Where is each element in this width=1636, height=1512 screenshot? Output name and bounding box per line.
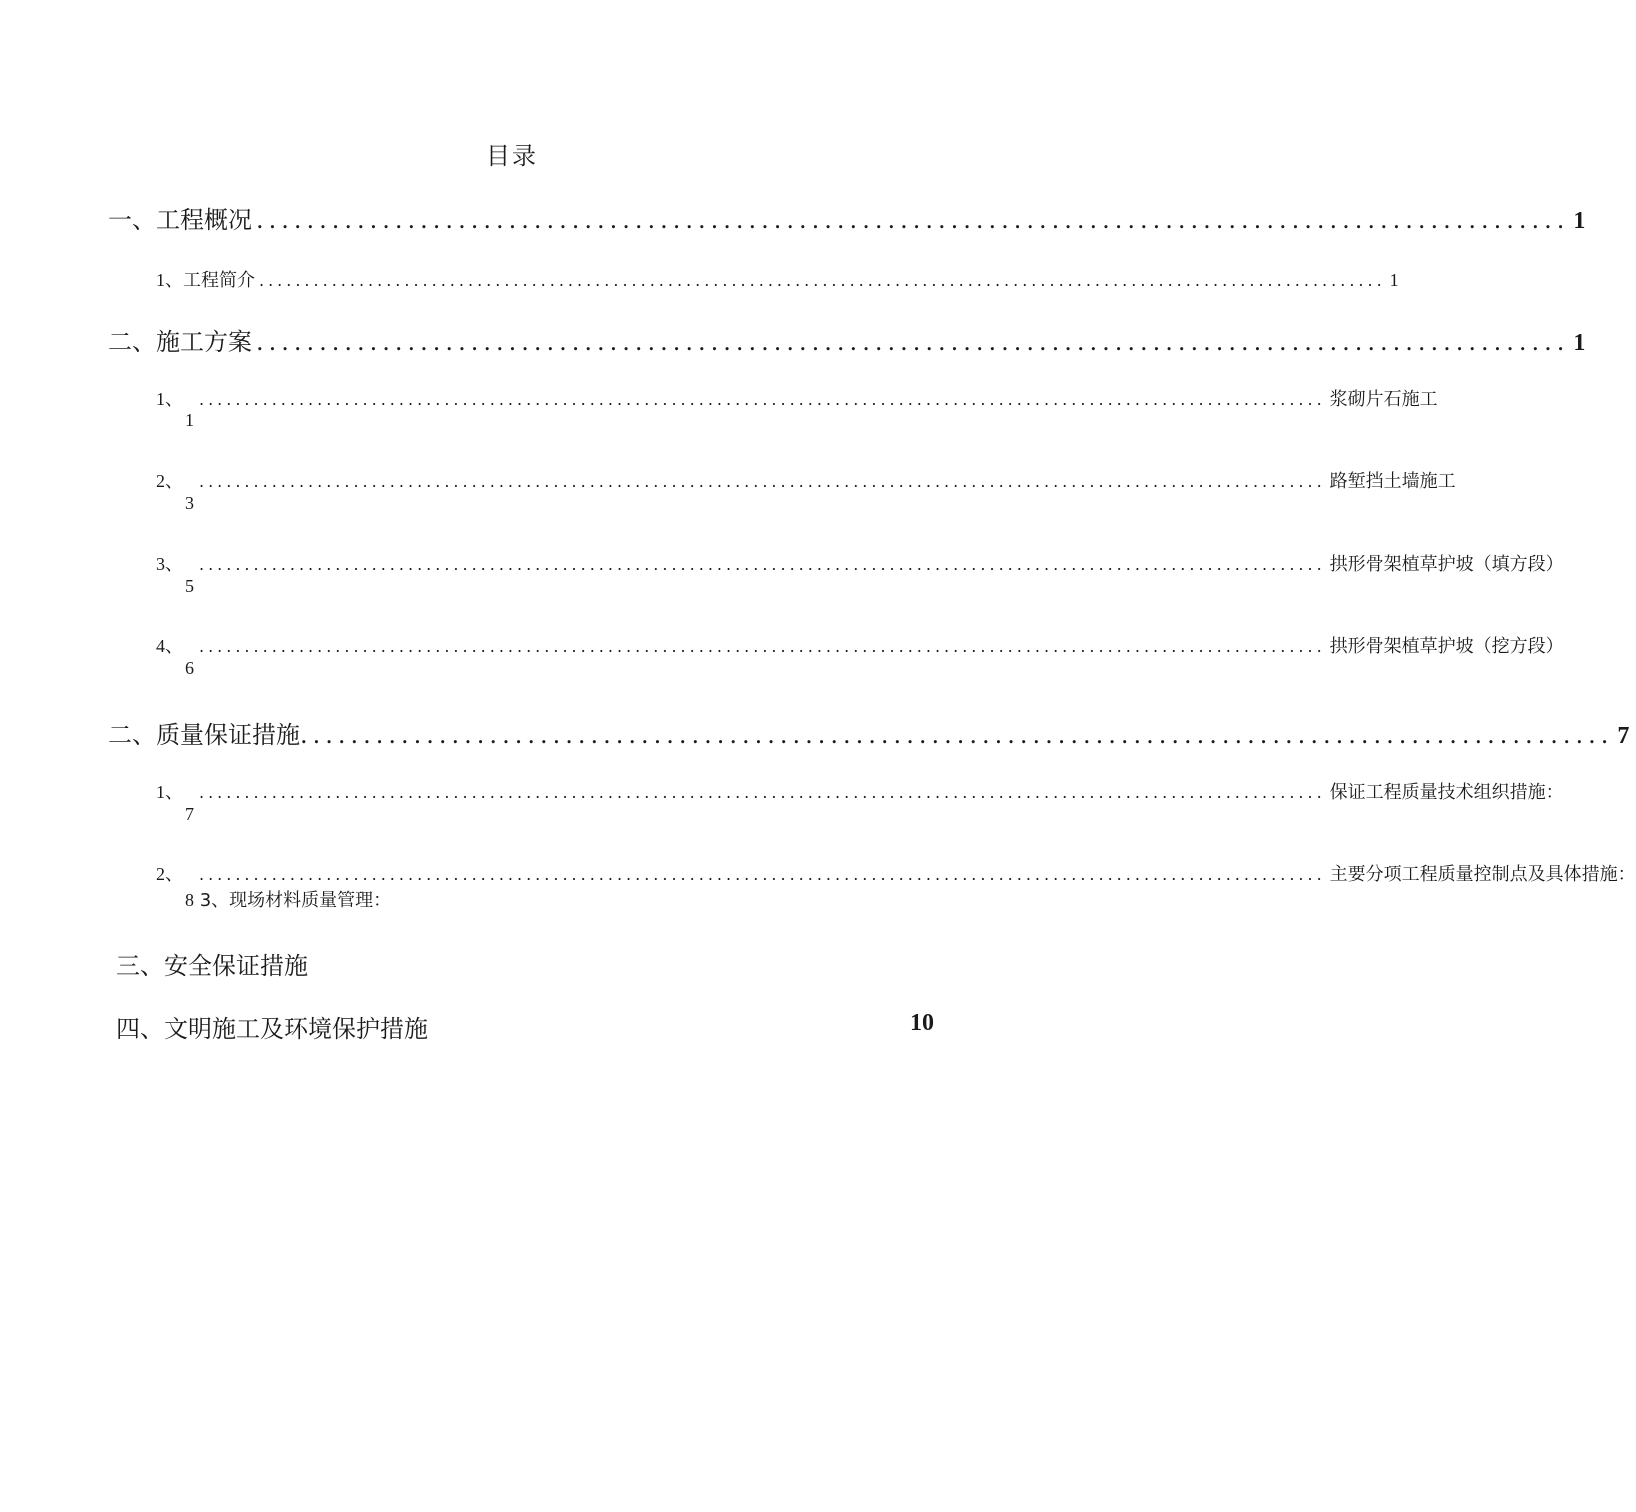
toc-entry-label: 二、施工方案: [108, 328, 252, 356]
toc-entry-number: 1、: [156, 782, 183, 802]
toc-title: 目录: [486, 142, 538, 170]
toc-entry-section-2-3[interactable]: [156, 550, 1564, 576]
dot-leader: ............................................................................................................................: [199, 783, 1326, 802]
toc-entry-number: 4、: [156, 636, 183, 656]
dot-leader: ............................................................................................................................: [259, 271, 1386, 290]
dot-leader: ............................................................................................................................: [199, 390, 1326, 409]
dot-leader: ........................................................................................................: [300, 721, 1614, 749]
toc-entry-section-2-4[interactable]: [156, 632, 1564, 658]
toc-entry-section-1-1[interactable]: [156, 266, 1399, 292]
dot-leader: ............................................................................................................................: [199, 637, 1326, 656]
toc-entry-label: 主要分项工程质量控制点及具体措施：: [1329, 864, 1636, 885]
toc-entry-section-2[interactable]: [108, 322, 1586, 357]
toc-page-number: 3: [185, 493, 194, 513]
toc-entry-label: 路堑挡土墙施工: [1329, 471, 1456, 492]
toc-entry-section-5[interactable]: 四、文明施工及环境保护措施: [116, 1015, 428, 1043]
toc-page-number: 1: [185, 410, 194, 430]
toc-page-number: 7: [1617, 723, 1630, 749]
dot-leader: ............................................................................................................................: [199, 472, 1326, 491]
dot-leader: ........................................................................................................: [256, 206, 1570, 234]
toc-page-number: 6: [185, 658, 194, 678]
dot-leader: ............................................................................................................................: [199, 555, 1326, 574]
toc-page-number: 1: [1573, 208, 1586, 234]
dot-leader: ........................................................................................................: [256, 328, 1570, 356]
toc-entry-label: 一、工程概况: [108, 206, 252, 234]
toc-entry-number: 2、: [156, 864, 183, 884]
toc-page-number: 8: [185, 890, 194, 910]
toc-entry-label: 拱形骨架植草护坡（填方段）: [1329, 554, 1564, 575]
toc-entry-number: 1、: [156, 389, 183, 409]
toc-entry-section-3-2[interactable]: [156, 860, 1636, 886]
toc-entry-label: 保证工程质量技术组织措施：: [1329, 782, 1564, 803]
toc-entry-label: 浆砌片石施工: [1329, 389, 1438, 410]
dot-leader: ............................................................................................................................: [199, 865, 1326, 884]
toc-entry-section-3-1[interactable]: [156, 778, 1564, 804]
toc-page-number: 7: [185, 804, 194, 824]
toc-page-number: 1: [1389, 270, 1399, 290]
toc-entry-section-3[interactable]: [108, 715, 1630, 750]
toc-entry-label: 3、现场材料质量管理：: [199, 890, 392, 911]
toc-entry-number: 1、: [156, 270, 183, 290]
toc-continuation-line: [185, 886, 391, 912]
toc-page-number: 10: [910, 1010, 934, 1036]
toc-entry-label: 工程简介: [183, 270, 255, 291]
toc-entry-section-1[interactable]: [108, 200, 1586, 235]
toc-entry-label: 拱形骨架植草护坡（挖方段）: [1329, 636, 1564, 657]
toc-entry-section-2-1[interactable]: [156, 385, 1438, 411]
toc-entry-section-4[interactable]: 三、安全保证措施: [116, 952, 308, 980]
toc-entry-number: 3、: [156, 554, 183, 574]
toc-entry-label: 二、质量保证措施: [108, 721, 300, 749]
toc-entry-number: 2、: [156, 471, 183, 491]
toc-entry-section-2-2[interactable]: [156, 467, 1456, 493]
toc-page-number: 5: [185, 576, 194, 596]
toc-page-number: 1: [1573, 330, 1586, 356]
